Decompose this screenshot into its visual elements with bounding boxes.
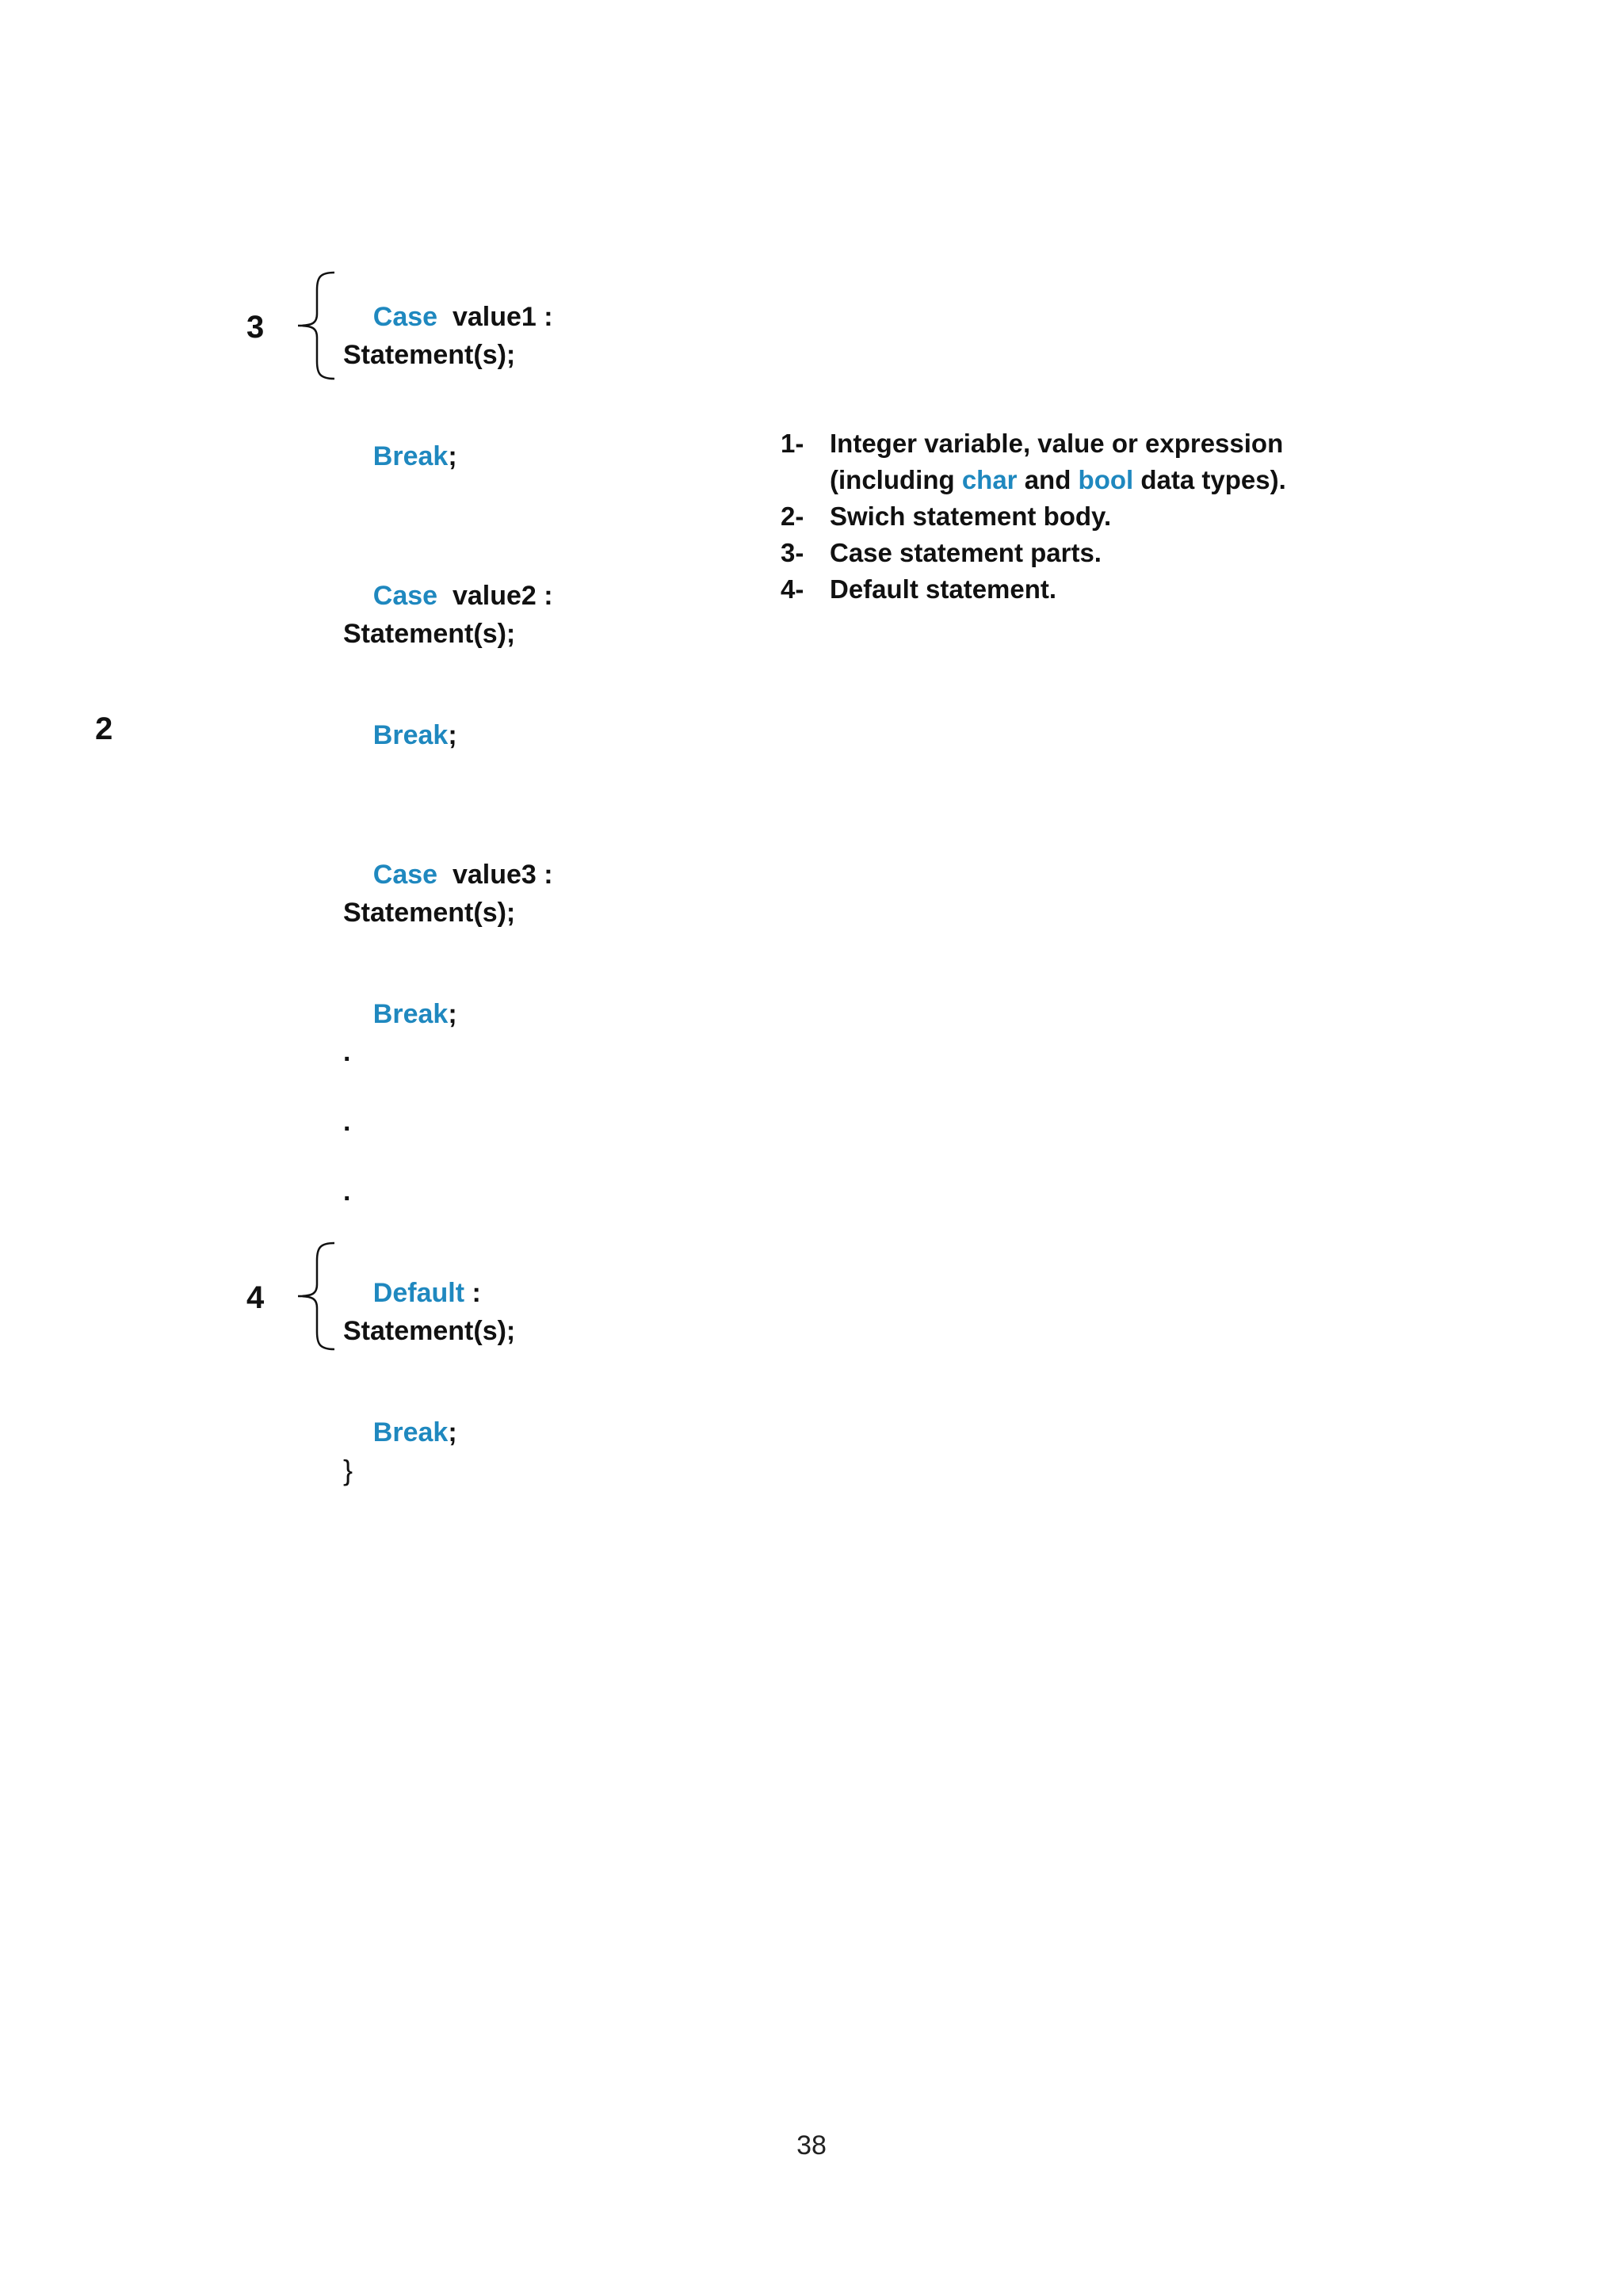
legend-item-1: [781, 425, 1383, 498]
case2-keyword: Case: [372, 581, 438, 611]
default-keyword: Default: [372, 1278, 465, 1308]
case3-keyword: Case: [372, 860, 438, 890]
legend-char-keyword: char: [961, 465, 1018, 494]
ellipsis-dot-1: .: [343, 1037, 351, 1067]
case1-keyword: Case: [372, 302, 438, 332]
legend-item-1-number: 1-: [781, 429, 804, 458]
legend-item-1-line1: Integer variable, value or expression: [830, 429, 1284, 458]
case1-break-semicolon: ;: [448, 441, 457, 471]
legend-list: [781, 425, 1383, 608]
legend-item-3-number: 3-: [781, 538, 804, 567]
case2-value: value2 :: [452, 581, 553, 611]
default-break-keyword: Break: [372, 1417, 449, 1447]
label-default: 4: [246, 1280, 265, 1315]
legend-item-1-line2-prefix: (including: [830, 465, 962, 494]
legend-item-4-text: Default statement.: [830, 574, 1057, 604]
case3-value: value3 :: [452, 860, 553, 890]
case3-statement: Statement(s);: [343, 898, 516, 928]
legend-bool-keyword: bool: [1078, 465, 1134, 494]
case2-statement: Statement(s);: [343, 619, 516, 649]
legend-item-3-text: Case statement parts.: [830, 538, 1102, 567]
closing-brace: }: [343, 1454, 353, 1486]
default-break-line: [343, 1385, 457, 1480]
case2-break-line: [343, 688, 457, 783]
legend-item-3: [781, 535, 1383, 571]
legend-item-4: [781, 571, 1383, 608]
case3-break-keyword: Break: [372, 999, 449, 1029]
legend-item-1-text: [830, 425, 1383, 498]
legend-item-2-number: 2-: [781, 502, 804, 531]
page-number: 38: [796, 2130, 827, 2161]
case2-break-semicolon: ;: [448, 720, 457, 750]
legend-item-4-number: 4-: [781, 574, 804, 604]
legend-item-1-line2-mid: and: [1017, 465, 1079, 494]
default-suffix: :: [464, 1278, 481, 1308]
case3-break-semicolon: ;: [448, 999, 457, 1029]
label-case-parts: 3: [246, 310, 265, 345]
case1-break-line: [343, 409, 457, 504]
legend-item-1-line2-suffix: data types).: [1133, 465, 1286, 494]
label-switch-body: 2: [95, 711, 113, 746]
case2-break-keyword: Break: [372, 720, 449, 750]
legend-item-2: [781, 498, 1383, 535]
legend-item-2-text: Swich statement body.: [830, 502, 1112, 531]
ellipsis-dot-3: .: [343, 1177, 351, 1207]
default-statement: Statement(s);: [343, 1316, 516, 1346]
case1-statement: Statement(s);: [343, 340, 516, 370]
ellipsis-dot-2: .: [343, 1107, 351, 1137]
default-break-semicolon: ;: [448, 1417, 457, 1447]
case3-break-line: [343, 967, 457, 1062]
case1-break-keyword: Break: [372, 441, 449, 471]
curly-bracket-default-icon: [293, 1241, 338, 1351]
case1-value: value1 :: [452, 302, 553, 332]
curly-bracket-case-parts-icon: [293, 271, 338, 380]
